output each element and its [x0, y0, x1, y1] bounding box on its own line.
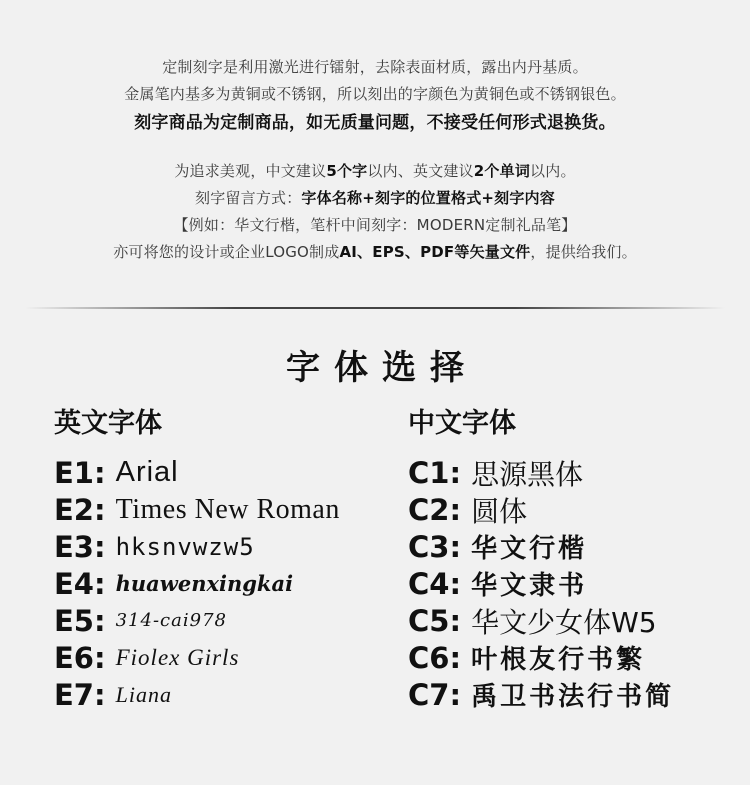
font-option-e6[interactable]	[54, 639, 394, 676]
font-option-c3[interactable]	[408, 528, 738, 565]
intro-line	[0, 185, 750, 212]
font-sample: 314-cai978	[115, 610, 227, 631]
font-option-e1[interactable]	[54, 454, 394, 491]
colon: :	[449, 492, 462, 527]
font-code: C4	[408, 566, 450, 601]
text: ，提供给我们。	[530, 243, 637, 261]
font-sample: Liana	[115, 681, 172, 707]
colon: :	[449, 566, 462, 601]
colon: :	[94, 492, 106, 527]
text-bold: 5个字	[326, 162, 368, 180]
font-code: E5	[54, 603, 94, 638]
colon: :	[94, 677, 106, 712]
font-option-e3[interactable]	[54, 528, 394, 565]
text-bold: AI、EPS、PDF等矢量文件	[339, 243, 531, 261]
chinese-font-column	[408, 402, 738, 713]
text-bold: 字体名称+刻字的位置格式+刻字内容	[301, 189, 555, 207]
font-sample: 华文行楷	[471, 534, 588, 564]
font-sample: huawenxingkai	[115, 571, 294, 596]
font-code: C7	[408, 677, 450, 712]
font-code: C5	[408, 603, 450, 638]
intro-line	[0, 239, 750, 266]
intro-line	[0, 158, 750, 185]
text: 刻字留言方式：	[195, 189, 302, 207]
text-bold: 2个单词	[473, 162, 531, 180]
font-option-c7[interactable]	[408, 676, 738, 713]
font-code: E6	[54, 640, 94, 675]
font-code: E7	[54, 677, 94, 712]
english-heading: 英文字体	[54, 408, 162, 439]
font-code: E3	[54, 529, 94, 564]
font-option-c6[interactable]	[408, 639, 738, 676]
font-sample: 叶根友行书繁	[471, 645, 646, 675]
font-option-c2[interactable]	[408, 491, 738, 528]
font-sample: 华文隶书	[471, 571, 588, 601]
colon: :	[94, 529, 106, 564]
intro-line: 【例如：华文行楷，笔杆中间刻字：MODERN定制礼品笔】	[173, 216, 577, 234]
font-code: E1	[54, 455, 94, 490]
intro-line: 金属笔内基多为黄铜或不锈钢，所以刻出的字颜色为黄铜色或不锈钢银色。	[124, 85, 626, 103]
english-font-column	[54, 402, 394, 713]
colon: :	[449, 455, 462, 490]
font-sample: 思源黑体	[471, 457, 584, 491]
colon: :	[449, 529, 462, 564]
font-option-c4[interactable]	[408, 565, 738, 602]
colon: :	[449, 603, 462, 638]
font-code: C3	[408, 529, 450, 564]
font-option-e4[interactable]	[54, 565, 394, 602]
font-code: E2	[54, 492, 94, 527]
text: 为追求美观，中文建议	[174, 162, 327, 180]
intro-notice	[0, 54, 750, 266]
font-sample: Times New Roman	[115, 493, 340, 525]
colon: :	[94, 455, 106, 490]
intro-warning: 刻字商品为定制商品，如无质量问题，不接受任何形式退换货。	[134, 113, 616, 133]
colon: :	[449, 640, 462, 675]
font-sample: 禹卫书法行书简	[471, 682, 675, 712]
text: 亦可将您的设计或企业LOGO制成	[113, 243, 340, 261]
font-sample: hksnvwzw5	[115, 532, 255, 561]
colon: :	[94, 640, 106, 675]
font-sample: 圆体	[471, 494, 528, 528]
font-option-c1[interactable]	[408, 454, 738, 491]
text: 以内。	[530, 162, 576, 180]
font-code: C1	[408, 455, 450, 490]
font-code: C6	[408, 640, 450, 675]
font-option-c5[interactable]	[408, 602, 738, 639]
colon: :	[94, 603, 106, 638]
font-option-e2[interactable]	[54, 491, 394, 528]
intro-line: 定制刻字是利用激光进行镭射，去除表面材质，露出内丹基质。	[162, 58, 588, 76]
colon: :	[94, 566, 106, 601]
font-sample: Fiolex Girls	[115, 644, 240, 670]
colon: :	[449, 677, 462, 712]
font-option-e5[interactable]	[54, 602, 394, 639]
font-code: E4	[54, 566, 94, 601]
font-sample: 华文少女体W5	[471, 605, 657, 639]
divider	[25, 307, 725, 309]
font-option-e7[interactable]	[54, 676, 394, 713]
text: 以内、英文建议	[367, 162, 474, 180]
font-code: C2	[408, 492, 450, 527]
font-sample: Arial	[115, 456, 179, 488]
section-title: 字体选择	[286, 348, 478, 388]
chinese-heading: 中文字体	[408, 408, 516, 439]
